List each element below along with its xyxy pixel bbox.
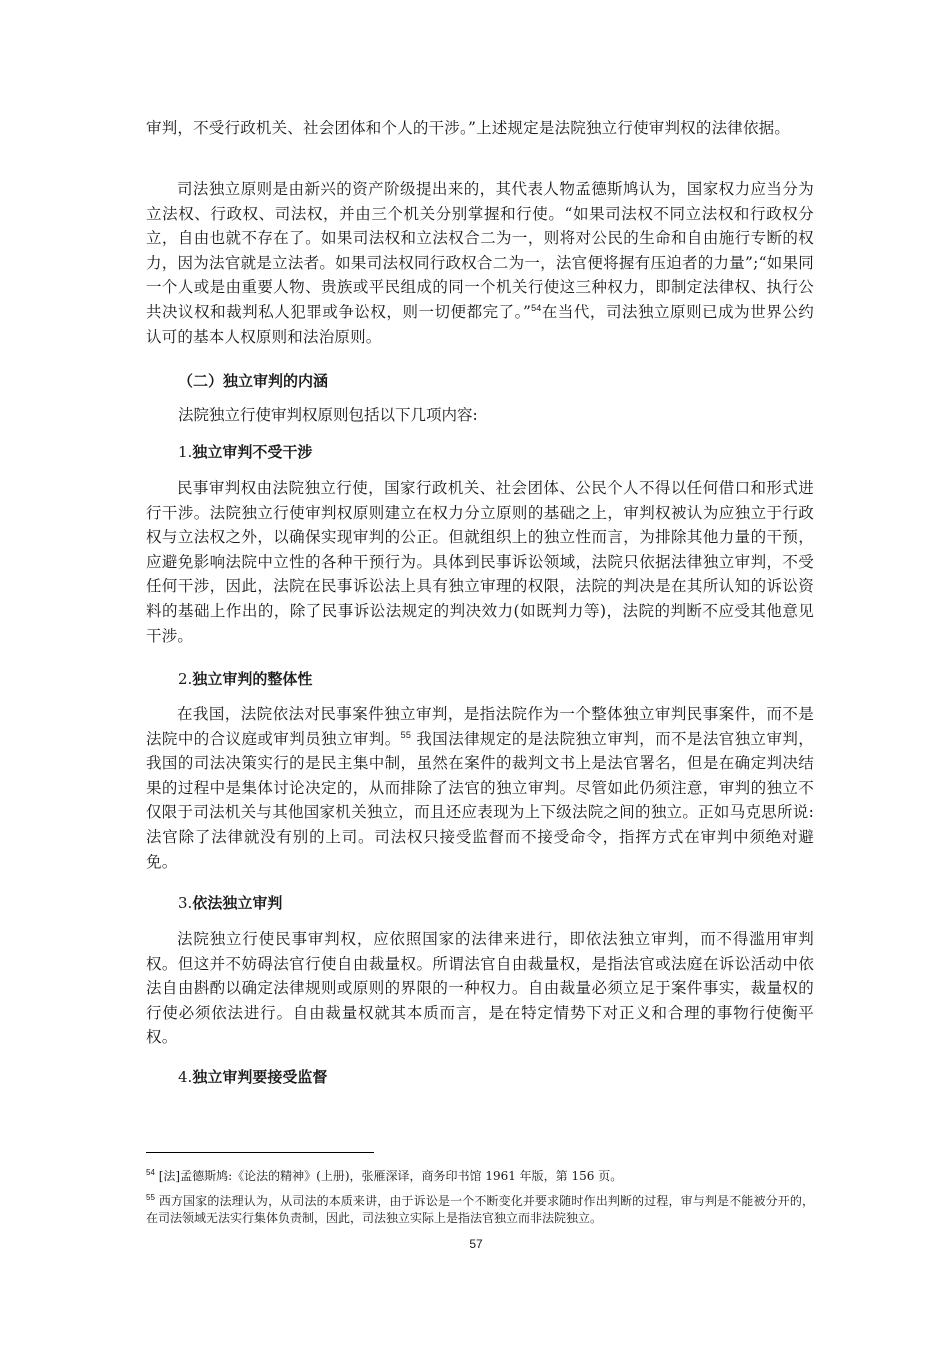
footnote-55: [146, 1193, 814, 1227]
whole-text-b: 我国法律规定的是法院独立审判，而不是法官独立审判，我国的司法决策实行的是民主集中制，虽然在案件的裁判文书上是法官署名，但是在确定判决结果的过程中是集体讨论决定的，从而排除了法官的独立审判。尽管如此仍须注意，审判的独立不仅限于司法机关与其他国家机关独立，而且还应表现为上下级法院之间的独立。正如马克思所说:法官除了法律就没有别的上司。司法权只接受监督而不接受命令，指挥方式在审判中须绝对避免。: [146, 729, 815, 871]
separation-text-a: 司法独立原则是由新兴的资产阶级提出来的，其代表人物孟德斯鸠认为，国家权力应当分为立法权、行政权、司法权，并由三个机关分别掌握和行使。“如果司法权不同立法权和行政权分立，自由也就不存在了。如果司法权和立法权合二为一，则将对公民的生命和自由施行专断的权力，因为法官就是立法者。如果司法权同行政权合二为一，法官便将握有压迫者的力量”;“如果同一个人或是由重要人物、贵族或平民组成的同一个机关行使这三种权力，即制定法律权、执行公共决议权和裁判私人犯罪或争讼权，则一切便都完了。”: [146, 180, 814, 321]
subsection-title: 独立审判的整体性: [192, 670, 313, 688]
interference-paragraph: [146, 476, 814, 648]
whole-text-a: 在我国，法院依法对民事案件独立审判，是指法院作为一个整体独立审判民事案件，而不是法院中的合议庭或审判员独立审判。: [146, 705, 814, 748]
subsection-title: 依法独立审判: [192, 894, 283, 912]
section-heading: （二）独立审判的内涵: [178, 372, 329, 390]
footnote-text: [法]孟德斯鸠:《论法的精神》(上册)，张雁深译，商务印书馆 1961 年版，第 156 页。: [158, 1169, 623, 1183]
subsection-number: 1.: [178, 443, 193, 461]
by-law-text: 法院独立行使民事审判权，应依照国家的法律来进行，即依法独立审判，而不得滥用审判权。但这并不妨碍法官行使自由裁量权。所谓法官自由裁量权，是指法官或法庭在诉讼活动中依法自由斟酌以确定法律规则或原则的界限的一种权力。自由裁量必须立足于案件事实，裁量权的行使必须依法进行。自由裁量权就其本质而言，是在特定情势下对正义和合理的事物行使衡平权。: [146, 930, 814, 1047]
separation-text-b: 在当代，司法独立原则已成为世界公约认可的基本人权原则和法治原则。: [146, 302, 814, 346]
footnote-number: 55: [146, 1193, 155, 1202]
subsection-title: 独立审判要接受监督: [192, 1068, 328, 1086]
intro-text: 审判，不受行政机关、社会团体和个人的干涉。”上述规定是法院独立行使审判权的法律依据。: [146, 119, 791, 137]
subsection-number: 2.: [178, 670, 193, 688]
footnote-text: 西方国家的法理认为，从司法的本质来讲，由于诉讼是一个不断变化并要求随时作出判断的过程，审与判是不能被分开的，在司法领域无法实行集体负责制，因此，司法独立实际上是指法官独立而非法院独立。: [146, 1194, 814, 1225]
whole-court-paragraph: [146, 702, 814, 874]
footnote-ref-54[interactable]: 54: [531, 302, 542, 313]
footnote-number: 54: [146, 1168, 155, 1177]
footnote-separator: [146, 1152, 374, 1153]
interference-text: 民事审判权由法院独立行使，国家行政机关、社会团体、公民个人不得以任何借口和形式进行干涉。法院独立行使审判权原则建立在权力分立原则的基础之上，审判权被认为应独立于行政权与立法权之外，以确保实现审判的公正。但就组织上的独立性而言，为排除其他力量的干预，应避免影响法院中立性的各种干预行为。具体到民事诉讼领域，法院只依据法律独立审判，不受任何干涉，因此，法院在民事诉讼法上具有独立审理的权限，法院的判决是在其所认知的诉讼资料的基础上作出的，除了民事诉讼法规定的判决效力(如既判力等)，法院的判断不应受其他意见干涉。: [146, 479, 814, 645]
footnote-54: [146, 1168, 814, 1185]
page-number: 57: [469, 1237, 483, 1251]
subsection-heading-1: [178, 440, 312, 464]
subsection-number: 3.: [178, 894, 193, 912]
subsection-heading-3: [178, 891, 282, 915]
subsection-heading-2: [178, 667, 312, 691]
intro-paragraph-tail: [146, 116, 814, 141]
footnote-ref-55[interactable]: 55: [400, 729, 412, 740]
separation-of-powers-paragraph: [146, 177, 814, 349]
section-intro: 法院独立行使审判权原则包括以下几项内容:: [178, 406, 478, 424]
subsection-heading-4: [178, 1065, 327, 1089]
subsection-title: 独立审判不受干涉: [192, 443, 313, 461]
by-law-paragraph: [146, 927, 814, 1050]
subsection-number: 4.: [178, 1068, 193, 1086]
